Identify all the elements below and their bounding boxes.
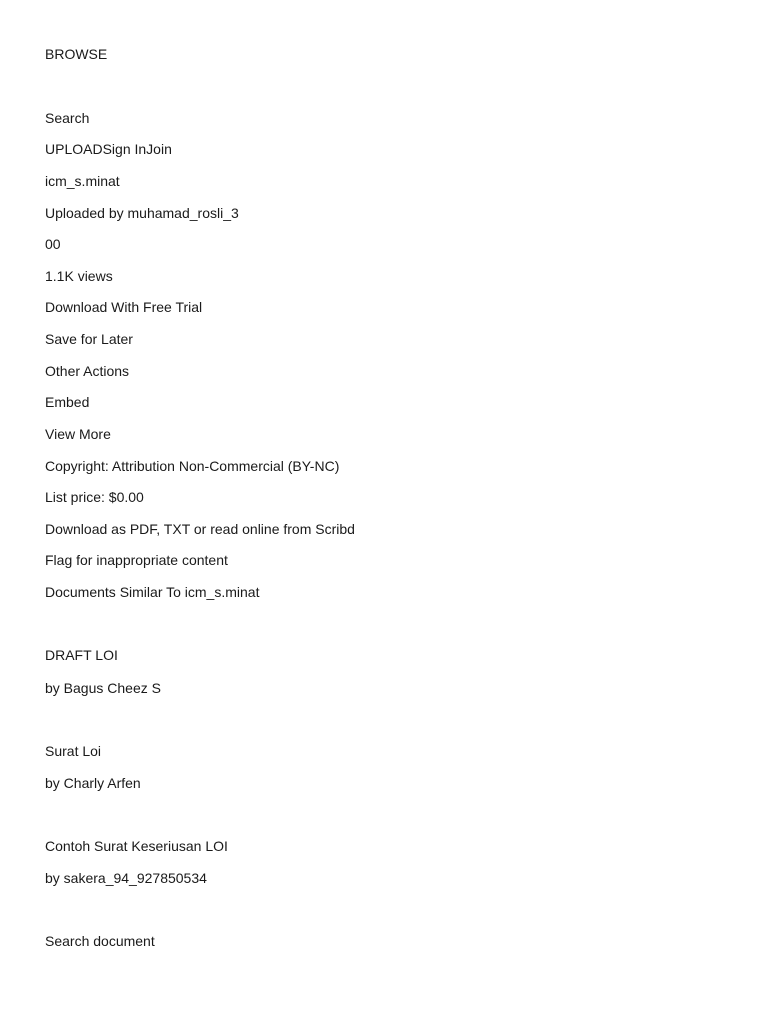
similar-doc-title[interactable]: Contoh Surat Keseriusan LOI bbox=[45, 838, 228, 854]
auth-links bbox=[45, 141, 172, 157]
join-link[interactable]: Join bbox=[146, 141, 172, 157]
view-count: 1.1K views bbox=[45, 268, 113, 284]
similar-documents-heading: Documents Similar To icm_s.minat bbox=[45, 584, 260, 600]
embed-button[interactable]: Embed bbox=[45, 394, 90, 410]
view-more-button[interactable]: View More bbox=[45, 426, 111, 442]
similar-doc-author: by Bagus Cheez S bbox=[45, 680, 161, 696]
flag-content-link[interactable]: Flag for inappropriate content bbox=[45, 552, 228, 568]
uploader-info: Uploaded by muhamad_rosli_3 bbox=[45, 205, 239, 221]
other-actions-button[interactable]: Other Actions bbox=[45, 363, 130, 379]
list-price: List price: $0.00 bbox=[45, 489, 144, 505]
download-free-trial-button[interactable]: Download With Free Trial bbox=[45, 299, 203, 315]
document-title: icm_s.minat bbox=[45, 173, 120, 189]
rating-counts: 00 bbox=[45, 236, 61, 252]
search-document-input[interactable]: Search document bbox=[45, 933, 155, 949]
similar-doc-title[interactable]: DRAFT LOI bbox=[45, 647, 118, 663]
similar-doc-title[interactable]: Surat Loi bbox=[45, 743, 102, 759]
browse-link[interactable]: BROWSE bbox=[45, 46, 108, 62]
sign-in-link[interactable]: Sign In bbox=[102, 141, 147, 157]
search-link[interactable]: Search bbox=[45, 110, 90, 126]
save-for-later-button[interactable]: Save for Later bbox=[45, 331, 133, 347]
similar-doc-author: by Charly Arfen bbox=[45, 775, 141, 791]
download-as-info: Download as PDF, TXT or read online from Scribd bbox=[45, 521, 355, 537]
upload-link[interactable]: UPLOAD bbox=[45, 141, 103, 157]
similar-doc-author: by sakera_94_927850534 bbox=[45, 870, 207, 886]
copyright-info: Copyright: Attribution Non-Commercial (BY-NC) bbox=[45, 458, 340, 474]
